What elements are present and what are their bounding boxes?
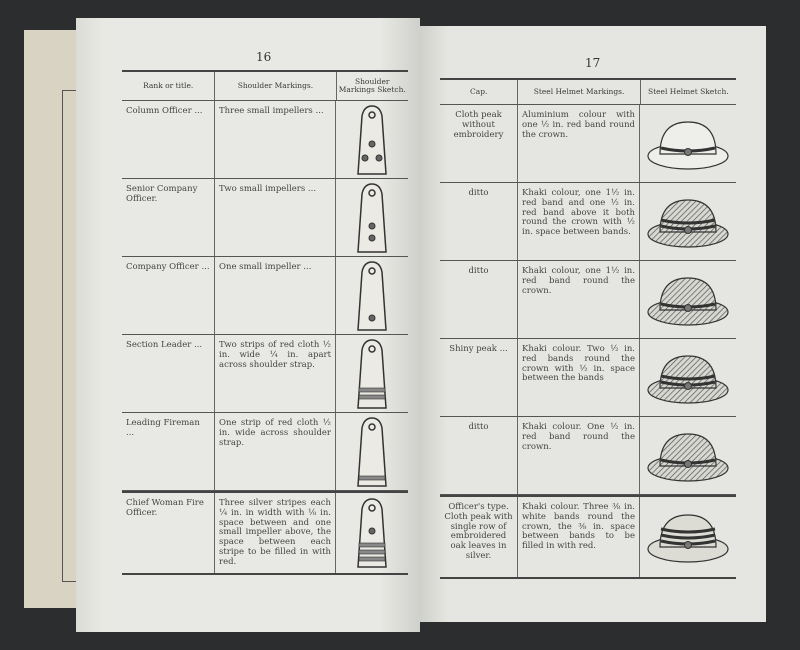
header-cap: Cap. (440, 80, 518, 104)
cap-cell: ditto (440, 417, 518, 494)
markings-cell: Khaki colour. Three ⅜ in. white bands round the crown, the ⅜ in. space between bands to be filled in with red. (518, 497, 640, 577)
table-row (440, 339, 736, 417)
table-row (440, 417, 736, 495)
markings-cell: Three silver stripes each ¼ in. in width with ⅛ in. space between and one small impeller above, the space between each stripe to be filled in with red. (215, 493, 336, 573)
shoulder-strap-sketch (336, 101, 408, 178)
shoulder-strap-sketch (336, 335, 408, 412)
page-number: 17 (585, 56, 601, 70)
markings-cell: Khaki colour, one 1½ in. red band round the crown. (518, 261, 640, 338)
rank-cell: Chief Woman Fire Officer. (122, 493, 215, 573)
header-markings: Shoulder Markings. (215, 72, 336, 100)
markings-cell: Khaki colour. Two ½ in. red bands round the crown with ½ in. space between the bands (518, 339, 640, 416)
table-row (122, 179, 408, 257)
shoulder-strap-sketch (336, 257, 408, 334)
shoulder-strap-sketch (336, 179, 408, 256)
table-row (440, 105, 736, 183)
markings-cell: One strip of red cloth ½ in. wide across shoulder strap. (215, 413, 336, 490)
markings-cell: Aluminium colour with one ½ in. red band round the crown. (518, 105, 640, 182)
left-page (76, 18, 420, 632)
header-rank: Rank or title. (122, 72, 215, 100)
markings-cell: One small impeller ... (215, 257, 336, 334)
rank-cell: Column Officer ... (122, 101, 215, 178)
table-row (440, 183, 736, 261)
steel-helmet-sketch (640, 339, 736, 416)
cap-cell: Cloth peak without embroidery (440, 105, 518, 182)
table-row (122, 335, 408, 413)
steel-helmet-sketch (640, 497, 736, 577)
table-row (122, 101, 408, 179)
steel-helmet-sketch (640, 105, 736, 182)
right-page (420, 26, 766, 622)
table-row (440, 261, 736, 339)
markings-cell: Two strips of red cloth ½ in. wide ¼ in. apart across shoulder strap. (215, 335, 336, 412)
cap-cell: ditto (440, 261, 518, 338)
shoulder-strap-sketch (336, 413, 408, 490)
rank-cell: Leading Fireman ... (122, 413, 215, 490)
table-row (122, 257, 408, 335)
table-row (440, 495, 736, 579)
markings-cell: Two small impellers ... (215, 179, 336, 256)
markings-cell: Three small impellers ... (215, 101, 336, 178)
back-cover (24, 30, 84, 608)
cap-cell: Officer's type. Cloth peak with single row of embroidered oak leaves in silver. (440, 497, 518, 577)
page-number: 16 (256, 50, 272, 64)
shoulder-markings-table (122, 70, 408, 575)
markings-cell: Khaki colour. One ½ in. red band round the crown. (518, 417, 640, 494)
header-sketch: Shoulder Markings Sketch. (338, 76, 406, 94)
steel-helmet-sketch (640, 183, 736, 260)
steel-helmet-sketch (640, 261, 736, 338)
rank-cell: Section Leader ... (122, 335, 215, 412)
steel-helmet-table (440, 78, 736, 579)
rank-cell: Senior Company Officer. (122, 179, 215, 256)
cap-cell: ditto (440, 183, 518, 260)
header-helmet-sketch: Steel Helmet Sketch. (647, 86, 729, 96)
markings-cell: Khaki colour, one 1½ in. red band and one ½ in. red band above it both round the crown with ½ in. space between bands. (518, 183, 640, 260)
steel-helmet-sketch (640, 417, 736, 494)
table-row (122, 491, 408, 575)
rank-cell: Company Officer ... (122, 257, 215, 334)
header-helmet-markings: Steel Helmet Markings. (518, 80, 640, 104)
cap-cell: Shiny peak ... (440, 339, 518, 416)
table-row (122, 413, 408, 491)
shoulder-strap-sketch (336, 493, 408, 573)
